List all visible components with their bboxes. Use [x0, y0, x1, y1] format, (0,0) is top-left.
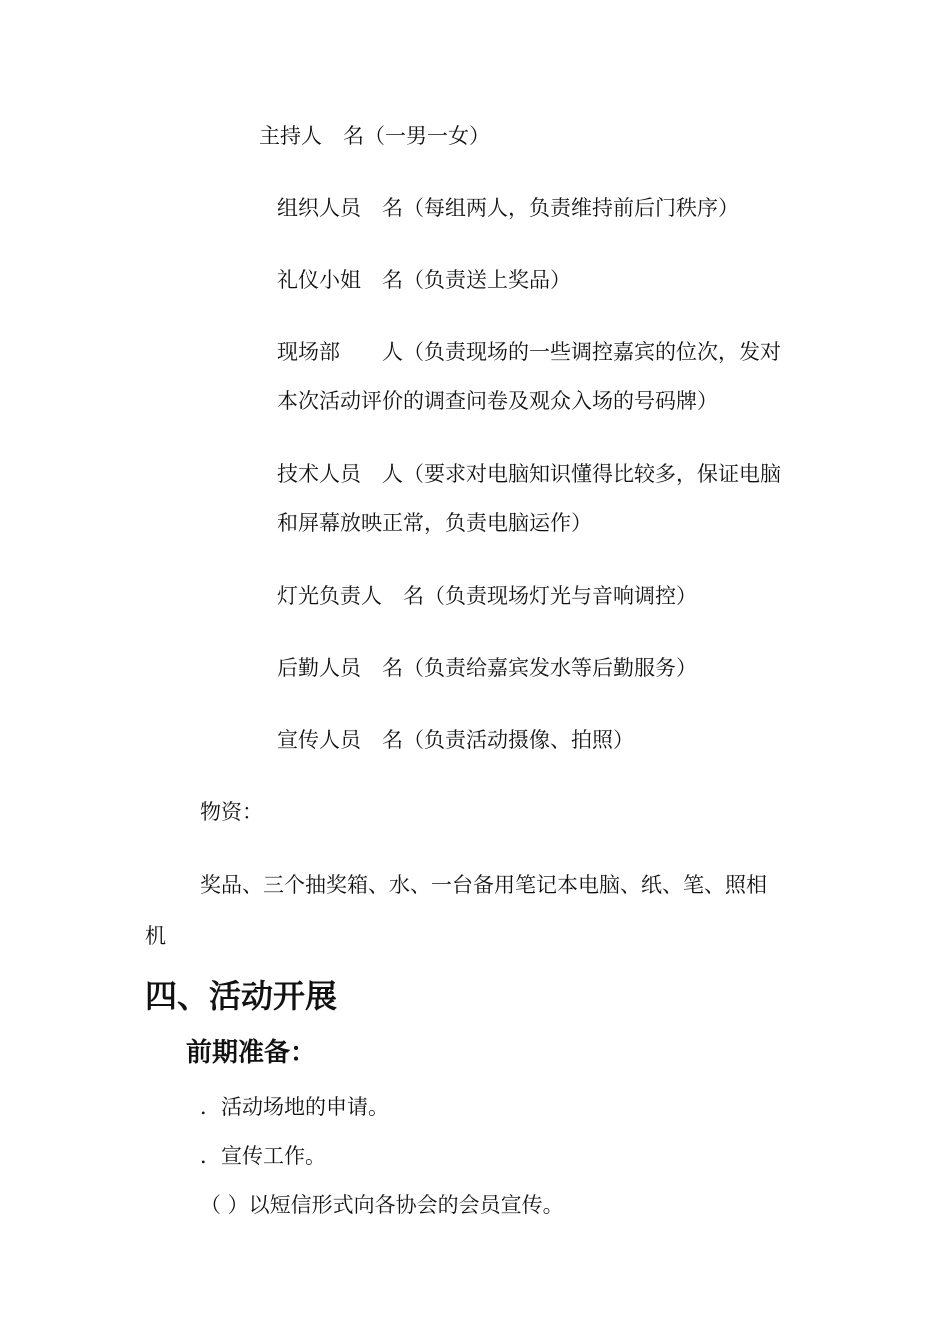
materials-label: 物资： [200, 800, 263, 824]
section-subtitle: 前期准备： [186, 1038, 317, 1068]
staff-etiquette: 礼仪小姐 名（负责送上奖品） [277, 268, 571, 292]
staff-organizers: 组织人员 名（每组两人，负责维持前后门秩序） [277, 196, 739, 220]
staff-onsite-line2: 本次活动评价的调查问卷及观众入场的号码牌） [277, 389, 718, 413]
staff-host: 主持人 名（一男一女） [259, 124, 490, 148]
staff-onsite-line1: 现场部 人（负责现场的一些调控嘉宾的位次，发对 [277, 340, 781, 364]
section-title: 四、活动开展 [145, 977, 338, 1015]
prep-item-sms: （ ）以短信形式向各协会的会员宣传。 [200, 1193, 564, 1217]
staff-tech-line2: 和屏幕放映正常，负责电脑运作） [277, 511, 592, 535]
staff-logistics: 后勤人员 名（负责给嘉宾发水等后勤服务） [277, 656, 697, 680]
staff-tech-line1: 技术人员 人（要求对电脑知识懂得比较多，保证电脑 [277, 462, 781, 486]
prep-item-publicity: ．宣传工作。 [200, 1144, 326, 1168]
materials-list-line1: 奖品、三个抽奖箱、水、一台备用笔记本电脑、纸、笔、照相 [200, 873, 767, 897]
prep-item-venue: ．活动场地的申请。 [200, 1095, 389, 1119]
staff-publicity: 宣传人员 名（负责活动摄像、拍照） [277, 728, 634, 752]
materials-list-line2: 机 [145, 924, 166, 948]
staff-lighting: 灯光负责人 名（负责现场灯光与音响调控） [277, 584, 697, 608]
